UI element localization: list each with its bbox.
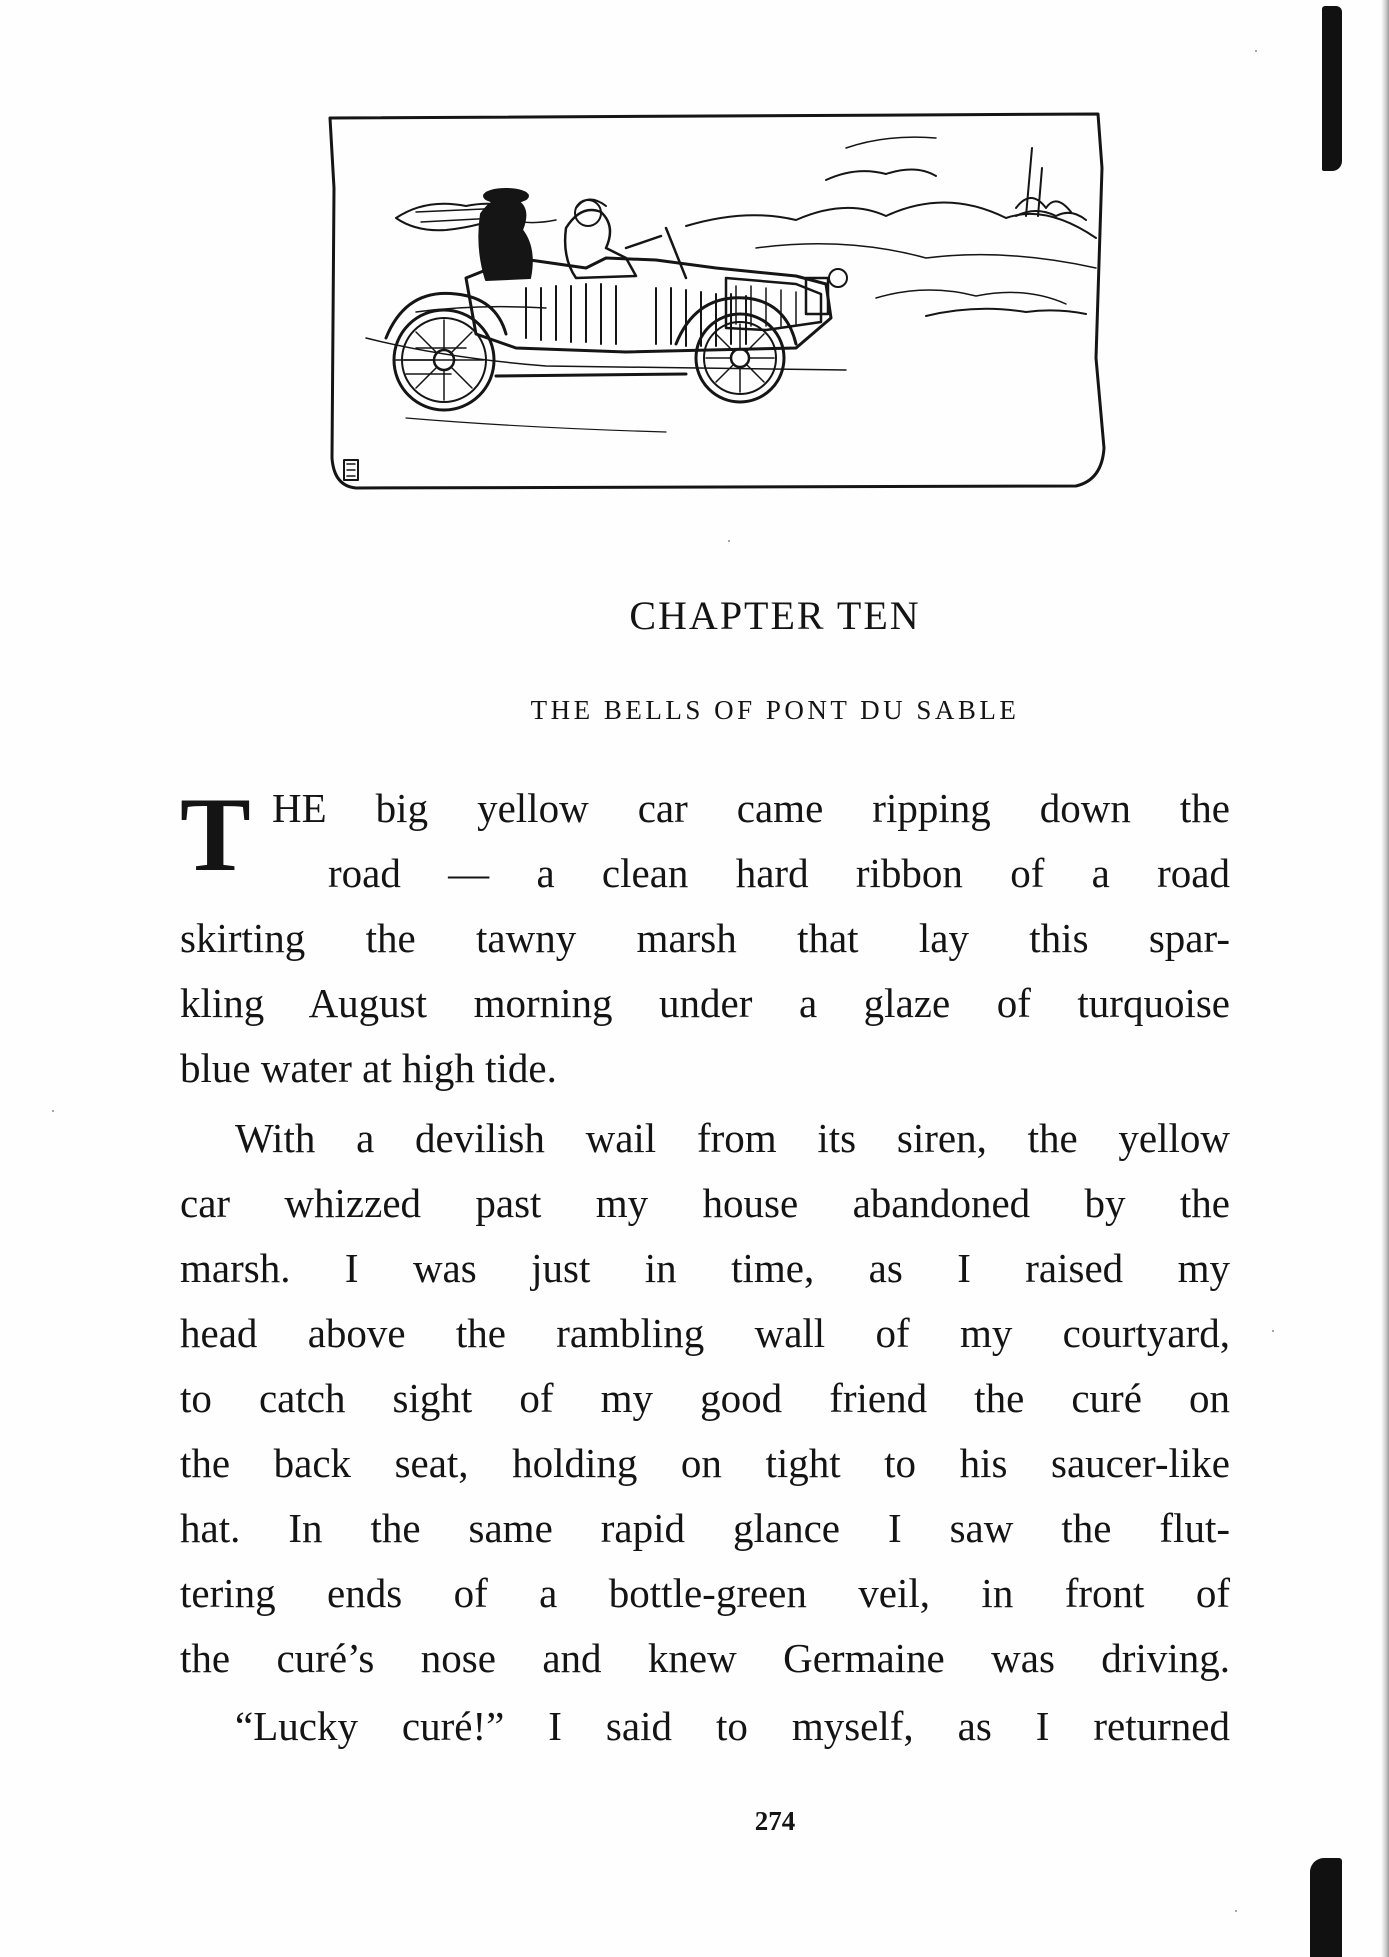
text-line: hat. In the same rapid glance I saw the flut- [180, 1505, 1230, 1551]
text-line: head above the rambling wall of my courtyard, [180, 1310, 1230, 1356]
text-line: the back seat, holding on tight to his saucer-like [180, 1440, 1230, 1486]
scan-speck [52, 1110, 54, 1112]
scan-shadow-bottom [1310, 1858, 1342, 1957]
text-line: marsh. I was just in time, as I raised my [180, 1245, 1230, 1291]
vintage-motor-car-illustration-icon [326, 108, 1108, 490]
text-line: With a devilish wail from its siren, the yellow [235, 1115, 1230, 1161]
text-line: “Lucky curé!” I said to myself, as I returned [235, 1703, 1230, 1749]
chapter-title: CHAPTER TEN [629, 593, 921, 638]
text-line: HE big yellow car came ripping down the [272, 785, 1230, 831]
text-line: tering ends of a bottle-green veil, in front of [180, 1570, 1230, 1616]
drop-cap: T [180, 776, 251, 893]
scan-speck [1235, 1910, 1237, 1912]
page-number: 274 [754, 1806, 796, 1836]
text-line: skirting the tawny marsh that lay this spar- [180, 915, 1230, 961]
scan-speck [1272, 1330, 1274, 1332]
text-line: the curé’s nose and knew Germaine was driving. [180, 1635, 1230, 1681]
scan-shadow-top [1322, 6, 1342, 171]
chapter-illustration [326, 108, 1108, 490]
page-binding-edge [1381, 0, 1389, 1957]
text-line: blue water at high tide. [180, 1045, 557, 1091]
text-line: to catch sight of my good friend the curé on [180, 1375, 1230, 1421]
scan-speck [728, 540, 730, 542]
text-line: car whizzed past my house abandoned by the [180, 1180, 1230, 1226]
text-line: road — a clean hard ribbon of a road [328, 850, 1230, 896]
scan-speck [1255, 50, 1257, 52]
text-line: kling August morning under a glaze of turquoise [180, 980, 1230, 1026]
chapter-subtitle: THE BELLS OF PONT DU SABLE [530, 695, 1020, 725]
